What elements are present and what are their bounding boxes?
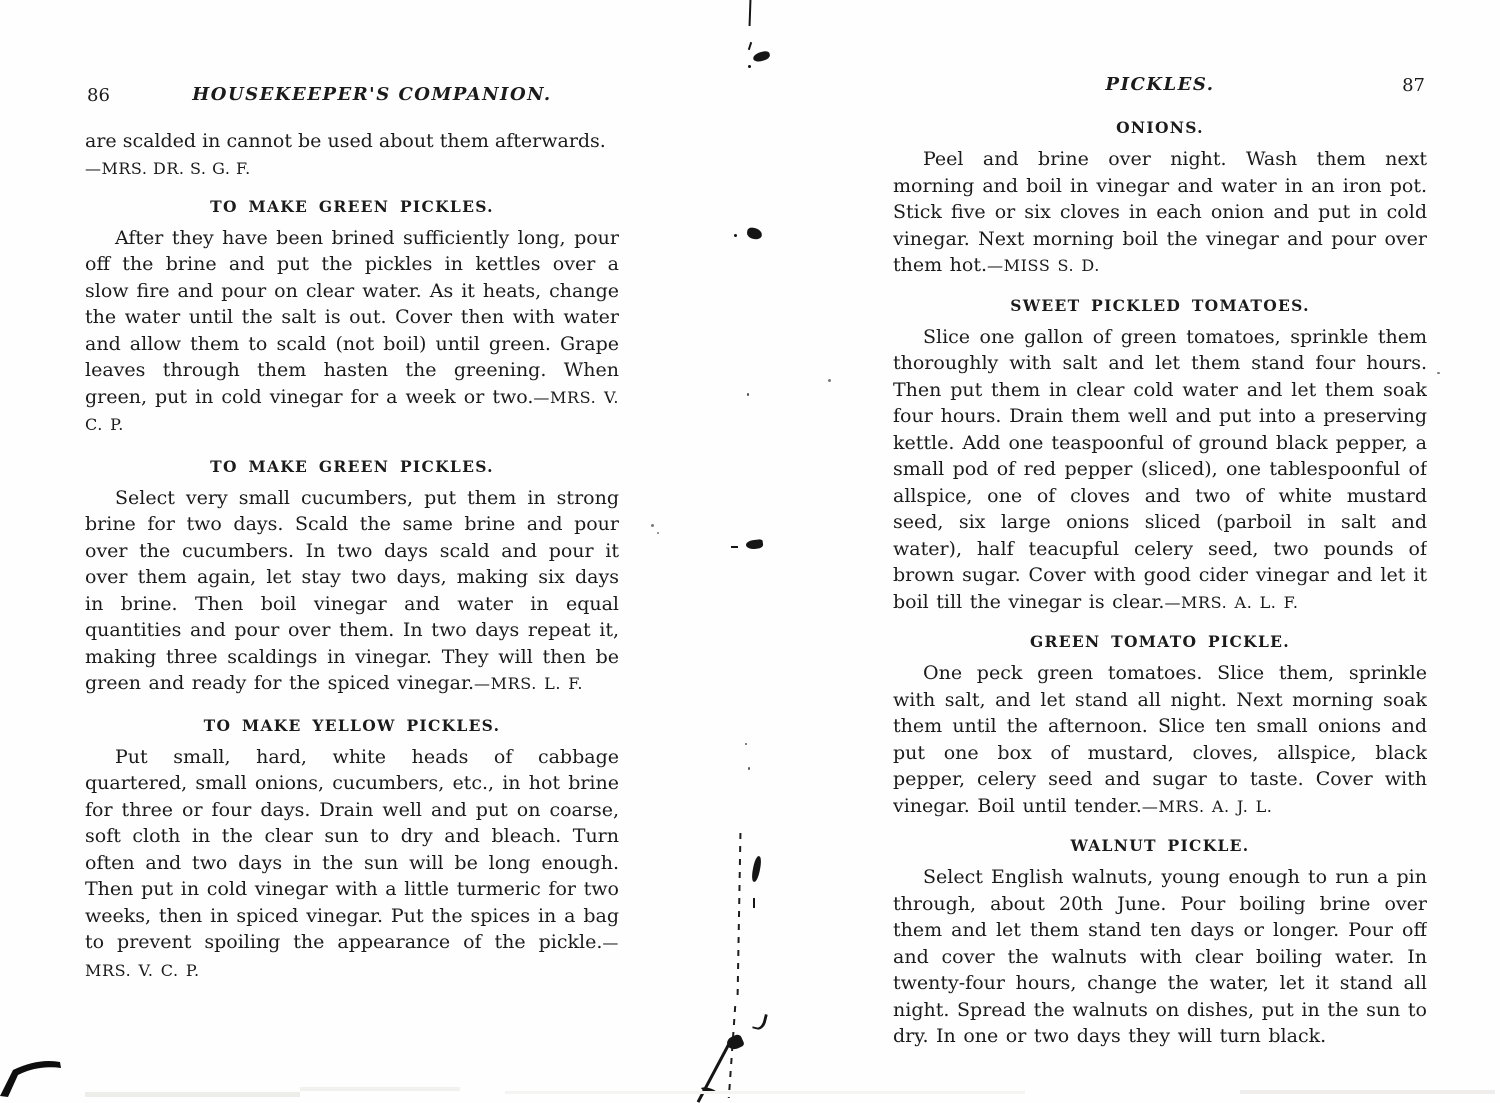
recipe-text [893,660,1427,820]
recipe-text [85,485,619,698]
scan-artifact-squiggle [752,1012,768,1031]
scan-speck-6 [745,743,747,745]
recipe-body: After they have been brined sufficiently long, pour off the brine and put the pickles in kettles over a slow fire and pour on clear water. As it heats, change the water until the salt is out. Cover then with water and allow them to scald (not boil) until green. Grape leaves through them hasten the greening. When green, put in cold vinegar for a week or two. [85,226,619,408]
section-heading: SWEET PICKLED TOMATOES. [1010,295,1310,315]
recipe-section [85,457,619,698]
right-page-header [893,74,1427,104]
recipe-attribution: —MRS. A. J. L. [1141,796,1273,816]
page-number-right: 87 [1402,75,1425,96]
recipe-section [893,296,1427,617]
scan-artifact-blob-4 [751,856,763,883]
recipe-attribution: —MRS. A. L. F. [1164,592,1299,612]
scan-artifact-blob-3 [746,539,764,550]
scan-speck-5 [1437,372,1440,374]
scan-artifact-blob-1 [752,50,771,63]
recipe-body: Put small, hard, white heads of cabbage quartered, small onions, cucumbers, etc., in hot brine for three or four days. Drain well and put on coarse, soft cloth in the clear sun to dry and bleach. Turn often and two days in the sun will be long enough. Then put in cold vinegar with a little turmeric for two weeks, then in spiced vinegar. Put the spices in a bag to prevent spoiling the appearance of the pickle. [85,745,619,953]
scan-speck-7 [748,767,750,770]
recipe-text [893,146,1427,280]
left-page [85,0,619,1102]
scan-artifact-dash-3 [731,546,738,548]
recipe-text [85,744,619,985]
recipe-section [893,118,1427,280]
scan-speck-1 [651,524,654,527]
scan-artifact-gutter-tick-top [749,0,752,26]
continued-attribution: —MRS. DR. S. G. F. [85,158,251,178]
section-heading: ONIONS. [1116,118,1204,137]
scan-artifact-dashed-line-1 [737,833,742,998]
scan-smudge-3 [505,1091,1025,1094]
recipe-attribution: —MISS S. D. [987,256,1100,275]
scan-smudge-2 [300,1087,460,1091]
recipe-attribution: —MRS. V. C. P. [85,933,619,980]
recipe-body: Select very small cucumbers, put them in strong brine for two days. Scald the same brine and pour over the cucumbers. In two days scald and pour it over them again, let stay two days, making six days in brine. Then boil vinegar and water in equal quantities and pour over them. In two days repeat it, making three scaldings in vinegar. They will then be green and ready for the spiced vinegar. [85,486,619,694]
scan-speck-3 [828,379,831,382]
running-title-right: PICKLES. [1105,74,1215,95]
scan-artifact-tick-1 [748,42,752,50]
scan-corner-mark [0,1056,72,1102]
scan-artifact-tick-4 [753,898,755,908]
section-heading: GREEN TOMATO PICKLE. [1030,632,1290,651]
recipe-body: Slice one gallon of green tomatoes, sprinkle them thoroughly with salt and let them stand four hours. Then put them in clear cold water and let them soak four hours. Drain them well and put into a preserving kettle. Add one teaspoonful of ground black pepper, a small pod of red pepper (sliced), one tablespoonful of allspice, one of cloves and two of white mustard seed, six large onions sliced (parboil in salt and water), half teacupful celery seed, two pounds of brown sugar. Cover with good cider vinegar and let it boil till the vinegar is clear. [893,325,1427,613]
recipe-body: Peel and brine over night. Wash them next morning and boil in vinegar and water in an iron pot. Stick five or six cloves in each onion and put in cold vinegar. Next morning boil the vinegar and pour over them hot. [893,148,1427,276]
recipe-attribution: —MRS. V. C. P. [85,387,619,434]
recipe-text [893,864,1427,1051]
scan-artifact-dashed-line-2 [728,1006,736,1098]
scan-artifact-blob-2 [746,227,762,240]
section-heading: WALNUT PICKLE. [1070,836,1250,855]
scan-smudge-1 [85,1092,300,1097]
scan-speck-2 [657,532,659,534]
recipe-text [893,324,1427,617]
section-heading: TO MAKE GREEN PICKLES. [210,196,494,216]
page-number-left: 86 [87,85,110,106]
scan-artifact-dot-1 [748,65,751,68]
scan-speck-4 [747,393,749,396]
recipe-text [85,225,619,439]
running-title-left: HOUSEKEEPER'S COMPANION. [192,84,552,105]
scan-artifact-dot-2 [734,234,737,237]
recipe-attribution: —MRS. L. F. [474,674,584,693]
recipe-section [85,716,619,985]
right-page [893,0,1427,1102]
section-heading: TO MAKE YELLOW PICKLES. [203,715,501,735]
recipe-section [893,836,1427,1051]
recipe-body: Select English walnuts, young enough to run a pin through, about 20th June. Pour boiling brine over them and let them stand ten days or longer. Pour off and cover the walnuts with clear boiling water. In twenty-four hours, change the water, let it stand all night. Spread the walnuts on dishes, put in the sun to dry. In one or two days they will turn black. [893,866,1427,1047]
scan-smudge-4 [1240,1090,1495,1094]
recipe-body: One peck green tomatoes. Slice them, sprinkle with salt, and let stand all night. Next morning soak them until the afternoon. Slice ten small onions and put one box of mustard, cloves, allspice, black pepper, celery seed and sugar to taste. Cover with vinegar. Boil until tender. [893,662,1427,817]
recipe-section [85,197,619,439]
recipe-section [893,632,1427,820]
left-page-header [85,84,619,114]
continued-paragraph: are scalded in cannot be used about them afterwards. [85,130,606,152]
section-heading: TO MAKE GREEN PICKLES. [210,456,494,476]
